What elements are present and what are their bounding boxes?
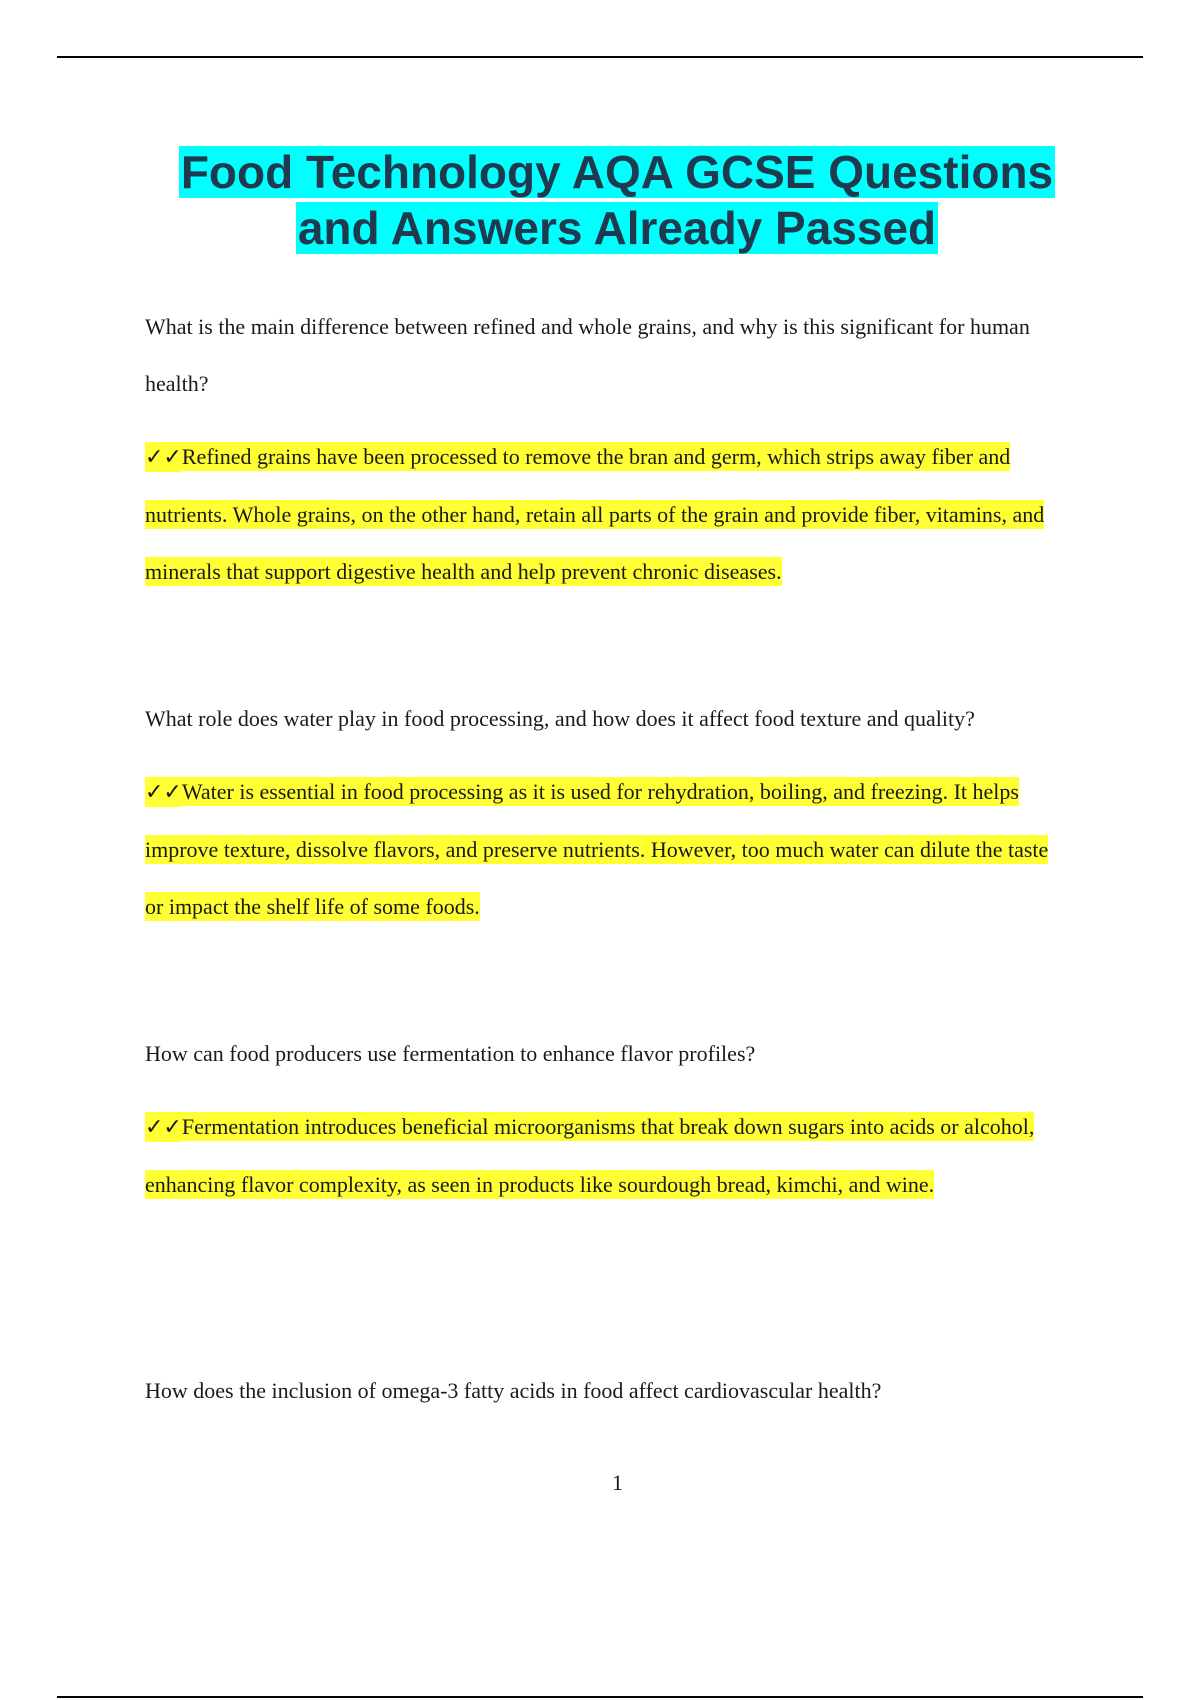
- answer-2-text: Water is essential in food processing as it is used for rehydration, boiling, and freezing. It helps improve texture, dissolve flavors, and preserve nutrients. However, too much water can dilute the taste or impact the shelf life of some foods.: [145, 779, 1049, 919]
- answer-3: [145, 1098, 1065, 1213]
- qa-item-3: [145, 1025, 1065, 1213]
- check-icon: ✓✓: [145, 780, 182, 805]
- qa-item-4: [145, 1362, 1065, 1419]
- question-2: What role does water play in food processing, and how does it affect food texture and quality?: [145, 706, 975, 731]
- page-number: 1: [612, 1470, 623, 1495]
- answer-3-text: Fermentation introduces beneficial microorganisms that break down sugars into acids or alcohol, enhancing flavor complexity, as seen in products like sourdough bread, kimchi, and wine.: [145, 1114, 1035, 1197]
- answer-1: [145, 428, 1065, 600]
- answer-1-text: Refined grains have been processed to remove the bran and germ, which strips away fiber and nutrients. Whole grains, on the other hand, retain all parts of the grain and provide fiber, vitamins, and minerals that support digestive health and help prevent chronic diseases.: [145, 444, 1045, 584]
- title-line-1: Food Technology AQA GCSE Questions: [180, 146, 1054, 198]
- check-icon: ✓✓: [145, 445, 182, 470]
- question-1: What is the main difference between refined and whole grains, and why is this significant for human health?: [145, 314, 1030, 396]
- top-rule: [57, 56, 1143, 58]
- title-block: [57, 144, 1177, 256]
- title-line-2: and Answers Already Passed: [297, 202, 937, 254]
- answer-2: [145, 763, 1065, 935]
- question-3: How can food producers use fermentation to enhance flavor profiles?: [145, 1041, 756, 1066]
- qa-item-1: [145, 298, 1065, 600]
- qa-item-2: [145, 690, 1065, 935]
- question-4: How does the inclusion of omega-3 fatty acids in food affect cardiovascular health?: [145, 1378, 882, 1403]
- bottom-rule: [57, 1696, 1143, 1698]
- check-icon: ✓✓: [145, 1115, 182, 1140]
- document-title: [57, 144, 1177, 256]
